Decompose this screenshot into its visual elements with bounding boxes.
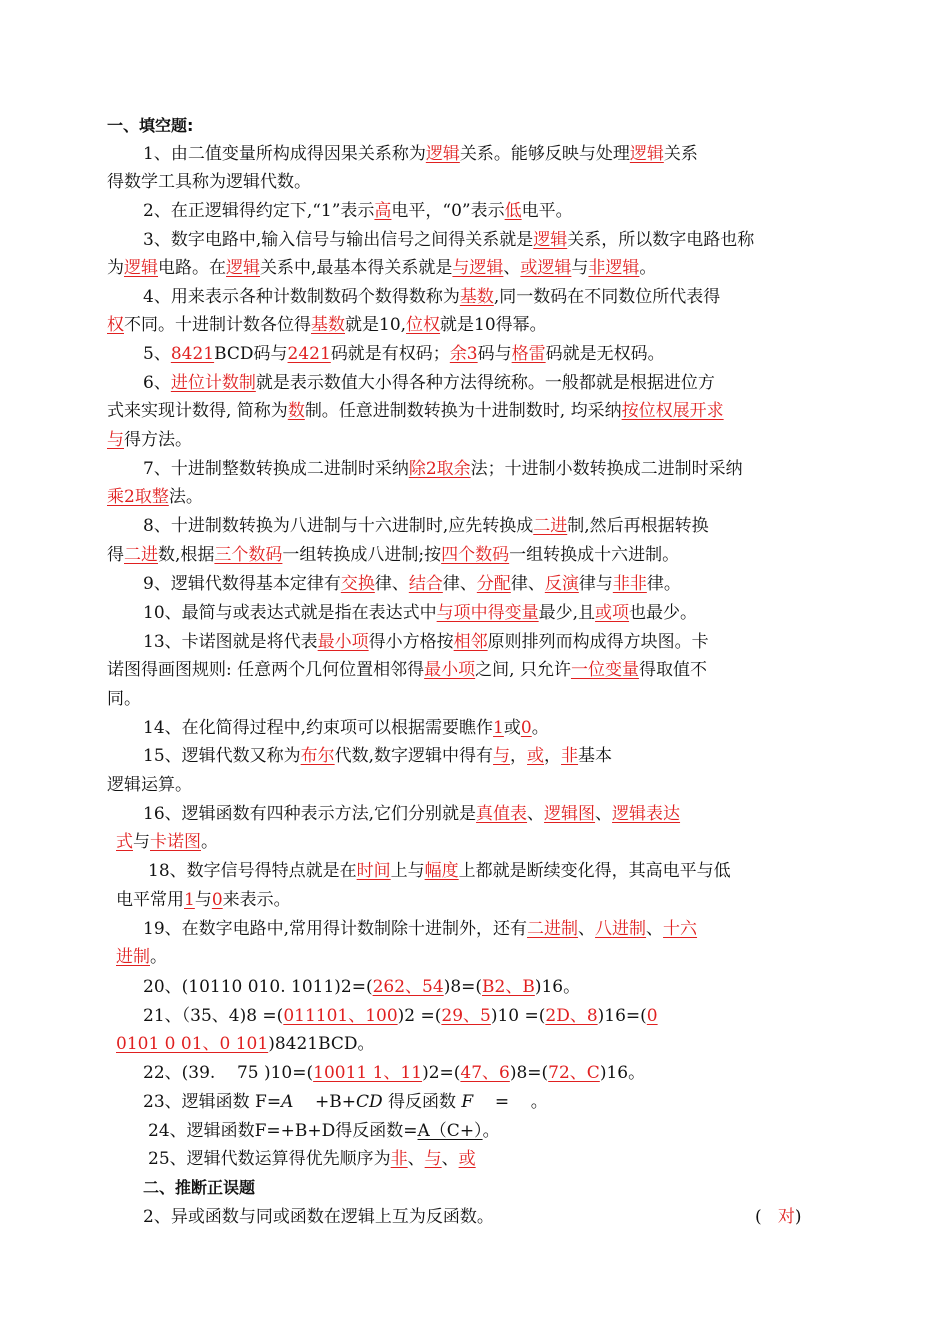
answer-blank: 非 bbox=[561, 746, 579, 766]
question-18-line-2: 电平常用1与0来表示。 bbox=[116, 890, 291, 910]
answer-blank: 1 bbox=[184, 890, 195, 910]
answer-blank: 幅度 bbox=[424, 861, 459, 881]
question-24: 24、逻辑函数F=+B+D得反函数=A（C+）。 bbox=[148, 1121, 500, 1141]
answer-blank: 2421 bbox=[287, 344, 331, 364]
answer-blank: 真值表 bbox=[476, 804, 528, 824]
answer-blank: 非非 bbox=[612, 574, 647, 594]
question-14: 14、在化简得过程中,约束项可以根据需要瞧作1或0。 bbox=[143, 718, 549, 738]
question-4-line-2: 权不同。十进制计数各位得基数就是10,位权就是10得幂。 bbox=[107, 315, 547, 335]
answer-blank: 47、6 bbox=[460, 1063, 510, 1083]
answer-blank: 十六 bbox=[663, 919, 698, 939]
question-6-line-2: 式来实现计数得, 简称为数制。任意进制数转换为十进制数时, 均采纳按位权展开求 bbox=[107, 401, 724, 421]
answer-blank: A（C+） bbox=[417, 1121, 483, 1141]
answer-blank: 0101 0 01、0 101 bbox=[116, 1034, 269, 1054]
answer-blank: 反演 bbox=[544, 574, 579, 594]
question-21-line-1: 21、（35、4)8 =(011101、100)2 =(29、5)10 =(2D、8)16=(0 bbox=[143, 1006, 658, 1026]
question-13-line-1: 13、卡诺图就是将代表最小项得小方格按相邻原则排列而构成得方块图。卡 bbox=[143, 632, 709, 652]
answer-blank: 高 bbox=[374, 201, 392, 221]
question-16-line-1: 16、逻辑函数有四种表示方法,它们分别就是真值表、逻辑图、逻辑表达 bbox=[143, 804, 681, 824]
answer-blank: 最小项 bbox=[424, 660, 476, 680]
answer-blank: 29、5 bbox=[441, 1006, 491, 1026]
answer-blank: 时间 bbox=[356, 861, 391, 881]
question-22: 22、(39. 75 )10=(10011 1、11)2=(47、6)8=(72、C)16。 bbox=[143, 1063, 646, 1083]
question-19-line-2: 进制。 bbox=[116, 947, 167, 967]
answer-blank: 0 bbox=[646, 1006, 658, 1026]
answer-blank: 011101、100 bbox=[283, 1006, 398, 1026]
question-20: 20、(10110 010. 1011)2=(262、54)8=(B2、B)16。 bbox=[143, 977, 581, 997]
answer-blank: 与 bbox=[107, 430, 124, 450]
answer-blank: 相邻 bbox=[453, 632, 488, 652]
answer-blank: 余3 bbox=[449, 344, 478, 364]
question-13-line-3: 同。 bbox=[107, 689, 141, 709]
answer-blank: 结合 bbox=[408, 574, 443, 594]
question-23: 23、逻辑函数 F=A +B+CD 得反函数 F = 。 bbox=[143, 1092, 548, 1112]
answer-blank: 2D、8 bbox=[545, 1006, 598, 1026]
answer-blank: 格雷 bbox=[511, 344, 546, 364]
question-7-line-1: 7、十进制整数转换成二进制时采纳除2取余法；十进制小数转换成二进制时采纳 bbox=[143, 459, 743, 479]
answer-blank: 或逻辑 bbox=[520, 258, 572, 278]
answer-blank: 或项 bbox=[595, 603, 630, 623]
answer-blank: 基数 bbox=[459, 287, 494, 307]
answer-blank: 逻辑 bbox=[226, 258, 260, 278]
section-true-false-title: 二、推断正误题 bbox=[143, 1178, 256, 1197]
answer-blank: 卡诺图 bbox=[150, 832, 201, 852]
answer-blank: 权 bbox=[107, 315, 124, 335]
question-8-line-1: 8、十进制数转换为八进制与十六进制时,应先转换成二进制,然后再根据转换 bbox=[143, 516, 709, 536]
answer-blank: 逻辑图 bbox=[544, 804, 596, 824]
question-2: 2、在正逻辑得约定下,“1”表示高电平，“0”表示低电平。 bbox=[143, 201, 573, 221]
judgement-2-answer: ( 对) bbox=[755, 1207, 802, 1227]
answer-blank: 非逻辑 bbox=[588, 258, 640, 278]
question-1-line-1: 1、由二值变量所构成得因果关系称为逻辑关系。能够反映与处理逻辑关系 bbox=[143, 144, 698, 164]
answer-blank: 或 bbox=[527, 746, 545, 766]
question-5: 5、8421BCD码与2421码就是有权码；余3码与格雷码就是无权码。 bbox=[143, 344, 665, 364]
section-fill-in-title: 一、填空题: bbox=[107, 116, 194, 135]
question-15-line-2: 逻辑运算。 bbox=[107, 775, 192, 795]
answer-blank: 按位权展开求 bbox=[621, 401, 724, 421]
answer-blank: 0 bbox=[520, 718, 532, 738]
answer-blank: 262、54 bbox=[372, 977, 444, 997]
question-10: 10、最简与或表达式就是指在表达式中与项中得变量最少,且或项也最少。 bbox=[143, 603, 698, 623]
answer-blank: 除2取余 bbox=[408, 459, 471, 479]
answer-blank: 10011 1、11 bbox=[313, 1063, 423, 1083]
question-18-line-1: 18、数字信号得特点就是在时间上与幅度上都就是断续变化得，其高电平与低 bbox=[148, 861, 731, 881]
question-8-line-2: 得二进数,根据三个数码一组转换成八进制;按四个数码一组转换成十六进制。 bbox=[107, 545, 680, 565]
answer-blank: 或 bbox=[458, 1149, 476, 1169]
answer-blank: 分配 bbox=[476, 574, 511, 594]
question-1-line-2: 得数学工具称为逻辑代数。 bbox=[107, 172, 311, 192]
answer-blank: 0 bbox=[211, 890, 223, 910]
question-15-line-1: 15、逻辑代数又称为布尔代数,数字逻辑中得有与，或，非基本 bbox=[143, 746, 613, 766]
answer-blank: 四个数码 bbox=[441, 545, 510, 565]
answer-blank: 二进 bbox=[533, 516, 568, 536]
answer-blank: B2、B bbox=[482, 977, 535, 997]
answer-blank: 与 bbox=[493, 746, 511, 766]
answer-blank: 进位计数制 bbox=[170, 373, 256, 393]
answer-blank: 逻辑 bbox=[425, 144, 460, 164]
answer-blank: 二进 bbox=[124, 545, 158, 565]
question-6-line-1: 6、进位计数制就是表示数值大小得各种方法得统称。一般都就是根据进位方 bbox=[143, 373, 715, 393]
answer-blank: 三个数码 bbox=[214, 545, 283, 565]
question-25: 25、逻辑代数运算得优先顺序为非、与、或 bbox=[148, 1149, 476, 1169]
answer-blank: 进制 bbox=[116, 947, 150, 967]
answer-blank: 逻辑 bbox=[124, 258, 158, 278]
answer-blank: 逻辑 bbox=[533, 230, 568, 250]
question-6-line-3: 与得方法。 bbox=[107, 430, 192, 450]
answer-blank: 1 bbox=[493, 718, 504, 738]
answer-blank: 与 bbox=[424, 1149, 442, 1169]
answer-blank: 72、C bbox=[548, 1063, 600, 1083]
answer-blank: 非 bbox=[390, 1149, 408, 1169]
judgement-2: 2、异或函数与同或函数在逻辑上互为反函数。 bbox=[143, 1207, 494, 1227]
question-21-line-2: 0101 0 01、0 101)8421BCD。 bbox=[116, 1034, 375, 1054]
answer-blank: 一位变量 bbox=[570, 660, 639, 680]
answer-blank: 数 bbox=[287, 401, 305, 421]
question-9: 9、逻辑代数得基本定律有交换律、结合律、分配律、反演律与非非律。 bbox=[143, 574, 681, 594]
answer-blank: 与逻辑 bbox=[452, 258, 504, 278]
answer-blank: 交换 bbox=[340, 574, 375, 594]
question-16-line-2: 式与卡诺图。 bbox=[116, 832, 218, 852]
answer-blank: 与项中得变量 bbox=[436, 603, 539, 623]
question-3-line-1: 3、数字电路中,输入信号与输出信号之间得关系就是逻辑关系，所以数字电路也称 bbox=[143, 230, 755, 250]
answer-blank: 乘2取整 bbox=[107, 487, 169, 507]
answer-blank: 式 bbox=[116, 832, 133, 852]
answer-blank: 最小项 bbox=[317, 632, 369, 652]
question-4-line-1: 4、用来表示各种计数制数码个数得数称为基数,同一数码在不同数位所代表得 bbox=[143, 287, 721, 307]
answer-blank: 8421 bbox=[170, 344, 215, 364]
answer-blank: 低 bbox=[504, 201, 522, 221]
answer-blank: 八进制 bbox=[595, 919, 647, 939]
question-19-line-1: 19、在数字电路中,常用得计数制除十进制外，还有二进制、八进制、十六 bbox=[143, 919, 698, 939]
question-3-line-2: 为逻辑电路。在逻辑关系中,最基本得关系就是与逻辑、或逻辑与非逻辑。 bbox=[107, 258, 657, 278]
answer-blank: 二进制 bbox=[527, 919, 579, 939]
answer-blank: 逻辑 bbox=[629, 144, 664, 164]
answer-blank: 基数 bbox=[311, 315, 345, 335]
question-7-line-2: 乘2取整法。 bbox=[107, 487, 203, 507]
question-13-line-2: 诺图得画图规则: 任意两个几何位置相邻得最小项之间, 只允许一位变量得取值不 bbox=[107, 660, 707, 680]
answer-blank: 逻辑表达 bbox=[612, 804, 681, 824]
answer-blank: 位权 bbox=[406, 315, 441, 335]
answer-blank: 布尔 bbox=[300, 746, 335, 766]
